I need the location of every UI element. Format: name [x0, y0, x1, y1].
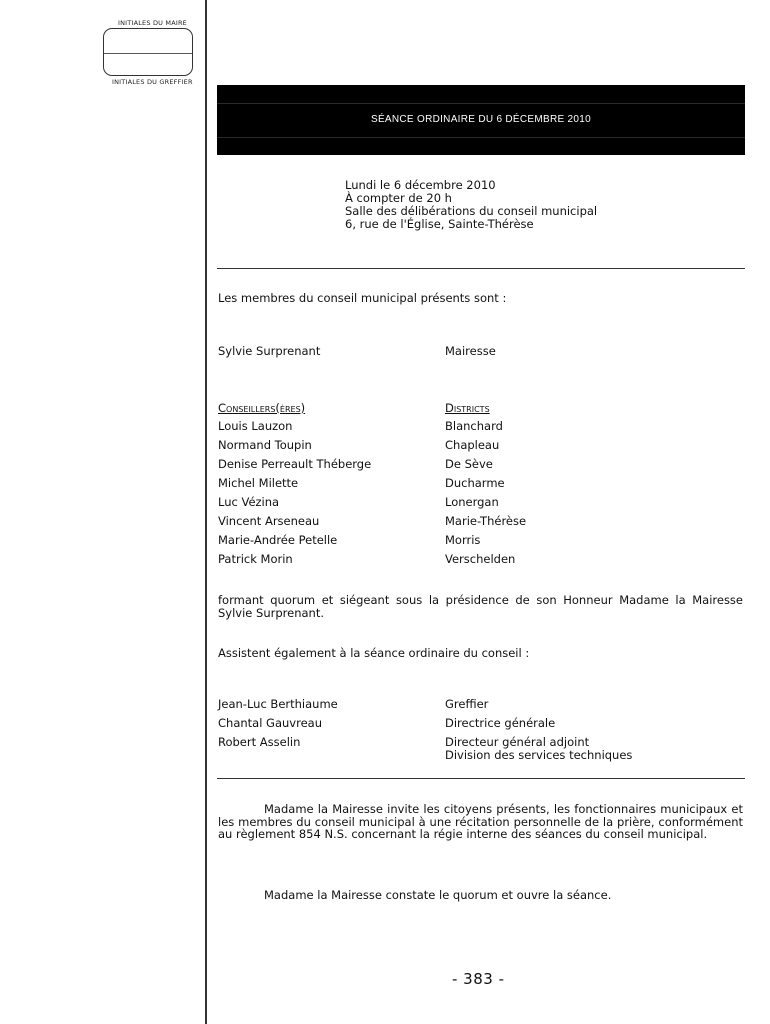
- councillor-name: Denise Perreault Théberge: [218, 457, 372, 471]
- page-number: - 383 -: [452, 970, 505, 988]
- table-row: [218, 420, 745, 439]
- table-row: [218, 439, 745, 458]
- mayor-name: Sylvie Surprenant: [218, 344, 321, 358]
- district-name: Blanchard: [445, 419, 503, 433]
- district-name: Marie-Thérèse: [445, 514, 527, 528]
- councillor-name: Luc Vézina: [218, 495, 280, 509]
- councillor-name: Patrick Morin: [218, 552, 293, 566]
- staff-title: Directrice générale: [445, 716, 556, 730]
- councillor-name: Louis Lauzon: [218, 419, 293, 433]
- quorum-paragraph: formant quorum et siégeant sous la présidence de son Honneur Madame la Mairesse Sylvie Surprenant.: [218, 593, 743, 620]
- staff-name: Chantal Gauvreau: [218, 716, 322, 730]
- banner-title: SÉANCE ORDINAIRE DU 6 DÉCEMBRE 2010: [370, 114, 591, 125]
- district-name: Verschelden: [445, 552, 516, 566]
- meeting-time: À compter de 20 h: [345, 191, 452, 205]
- prayer-paragraph: Madame la Mairesse invite les citoyens présents, les fonctionnaires municipaux et les membres du conseil municipal à une récitation personnelle de la prière, conformément au règlement 854 N.S. concernant la régie interne des séances du conseil municipal.: [218, 802, 743, 841]
- staff-title: Directeur général adjoint: [445, 735, 590, 749]
- district-name: Ducharme: [445, 476, 505, 490]
- table-row: [218, 458, 745, 477]
- district-name: Chapleau: [445, 438, 500, 452]
- councillors-header: Conseillers(ères): [218, 401, 306, 415]
- initials-box-divider: [104, 53, 192, 54]
- margin-rule: [205, 0, 207, 1024]
- councillors-list: [218, 420, 745, 572]
- councillor-name: Marie-Andrée Petelle: [218, 533, 338, 547]
- banner-stripe: [217, 137, 745, 138]
- quorum-open-text: Madame la Mairesse constate le quorum et ouvre la séance.: [264, 888, 612, 902]
- meeting-date: Lundi le 6 décembre 2010: [345, 178, 496, 192]
- initiales-maire-label: INITIALES DU MAIRE: [118, 19, 187, 27]
- councillor-name: Michel Milette: [218, 476, 299, 490]
- initiales-greffier-label: INITIALES DU GREFFIER: [112, 78, 193, 86]
- staff-name: Jean-Luc Berthiaume: [218, 697, 338, 711]
- mayor-title: Mairesse: [445, 344, 496, 358]
- meeting-room: Salle des délibérations du conseil municipal: [345, 204, 598, 218]
- section-divider: [217, 778, 745, 779]
- staff-name: Robert Asselin: [218, 735, 301, 749]
- table-row: [218, 553, 745, 572]
- present-intro: Les membres du conseil municipal présents sont :: [218, 291, 507, 305]
- district-name: Lonergan: [445, 495, 499, 509]
- title-banner: [217, 85, 745, 155]
- banner-stripe: [217, 103, 745, 104]
- councillor-name: Normand Toupin: [218, 438, 312, 452]
- councillor-name: Vincent Arseneau: [218, 514, 320, 528]
- table-row: [218, 477, 745, 496]
- staff-title: Greffier: [445, 697, 489, 711]
- assist-intro: Assistent également à la séance ordinaire du conseil :: [218, 646, 530, 660]
- district-name: De Sève: [445, 457, 493, 471]
- initials-box: [103, 28, 193, 76]
- meeting-address: 6, rue de l'Église, Sainte-Thérèse: [345, 217, 534, 231]
- table-row: [218, 496, 745, 515]
- table-row: [218, 515, 745, 534]
- section-divider: [217, 268, 745, 269]
- district-name: Morris: [445, 533, 481, 547]
- table-row: [218, 534, 745, 553]
- districts-header: Districts: [445, 401, 490, 415]
- staff-title-division: Division des services techniques: [445, 748, 633, 762]
